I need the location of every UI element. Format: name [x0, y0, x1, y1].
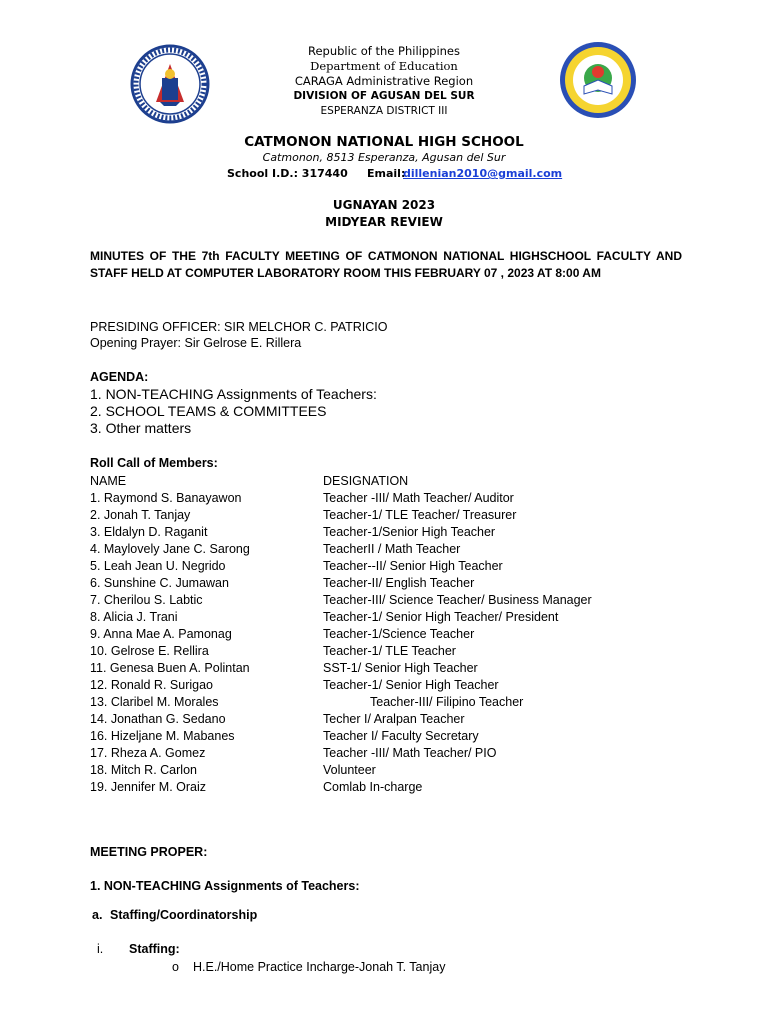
member-name: 13. Claribel M. Morales: [90, 695, 219, 709]
member-designation: Teacher-III/ Filipino Teacher: [370, 695, 524, 709]
section-heading: 1. NON-TEACHING Assignments of Teachers:: [90, 879, 360, 893]
member-designation: Teacher-II/ English Teacher: [323, 576, 475, 590]
member-name: 14. Jonathan G. Sedano: [90, 712, 226, 726]
column-header-designation: DESIGNATION: [323, 474, 409, 488]
list-marker: i.: [97, 942, 104, 956]
member-designation: Teacher-III/ Science Teacher/ Business Manager: [323, 593, 592, 607]
header-region: CARAGA Administrative Region: [294, 74, 474, 88]
member-designation: Teacher-1/Senior High Teacher: [323, 525, 496, 539]
member-designation: Teacher-1/ Senior High Teacher/ President: [323, 610, 559, 624]
list-item: H.E./Home Practice Incharge-Jonah T. Tanjay: [193, 960, 446, 974]
school-id: School I.D.: 317440: [227, 167, 348, 180]
header-division: DIVISION OF AGUSAN DEL SUR: [293, 90, 475, 102]
member-name: 12. Ronald R. Surigao: [90, 678, 213, 692]
member-designation: Teacher-1/Science Teacher: [323, 627, 475, 641]
email-label: Email:: [367, 167, 406, 180]
header-department: Department of Education: [310, 59, 458, 73]
list-marker: a.: [92, 908, 103, 922]
member-designation: Volunteer: [323, 763, 376, 777]
member-designation: Teacher -III/ Math Teacher/ PIO: [323, 746, 497, 760]
member-designation: Teacher I/ Faculty Secretary: [323, 729, 479, 743]
agenda-item: 1. NON-TEACHING Assignments of Teachers:: [90, 386, 377, 402]
agenda-item: 2. SCHOOL TEAMS & COMMITTEES: [90, 403, 327, 419]
school-email-link[interactable]: dillenian2010@gmail.com: [403, 167, 563, 180]
header-district: ESPERANZA DISTRICT III: [320, 105, 448, 117]
member-designation: Comlab In-charge: [323, 780, 423, 794]
member-name: 5. Leah Jean U. Negrido: [90, 559, 226, 573]
subsubsection-heading: Staffing:: [129, 942, 180, 956]
school-name: CATMONON NATIONAL HIGH SCHOOL: [244, 134, 524, 150]
column-header-name: NAME: [90, 474, 127, 488]
member-name: 18. Mitch R. Carlon: [90, 763, 197, 777]
member-name: 7. Cherilou S. Labtic: [90, 593, 203, 607]
opening-prayer: Opening Prayer: Sir Gelrose E. Rillera: [90, 336, 302, 350]
member-designation: Teacher--II/ Senior High Teacher: [323, 559, 503, 573]
member-name: 6. Sunshine C. Jumawan: [90, 576, 229, 590]
agenda-item: 3. Other matters: [90, 420, 192, 436]
header-republic: Republic of the Philippines: [307, 44, 461, 58]
member-designation: SST-1/ Senior High Teacher: [323, 661, 478, 675]
member-name: 8. Alicia J. Trani: [90, 610, 178, 624]
member-name: 19. Jennifer M. Oraiz: [90, 780, 207, 794]
member-name: 3. Eldalyn D. Raganit: [90, 525, 208, 539]
roll-call-heading: Roll Call of Members:: [90, 456, 218, 470]
subsection-heading: Staffing/Coordinatorship: [110, 908, 258, 922]
member-name: 17. Rheza A. Gomez: [90, 746, 206, 760]
member-name: 4. Maylovely Jane C. Sarong: [90, 542, 250, 556]
doc-subtitle: MIDYEAR REVIEW: [325, 215, 443, 229]
member-name: 1. Raymond S. Banayawon: [90, 491, 242, 505]
member-name: 11. Genesa Buen A. Polintan: [90, 661, 250, 675]
member-designation: Teacher-1/ Senior High Teacher: [323, 678, 499, 692]
member-designation: Teacher-1/ TLE Teacher/ Treasurer: [323, 508, 517, 522]
member-designation: TeacherII / Math Teacher: [323, 542, 461, 556]
minutes-heading: MINUTES OF THE 7th FACULTY MEETING OF CATMONON NATIONAL HIGHSCHOOL FACULTY AND STAFF HELD AT COMPUTER LABORATORY ROOM THIS FEBRUARY 07 , 2023 AT 8:00 AM: [90, 249, 682, 280]
agenda-heading: AGENDA:: [90, 370, 149, 384]
school-address: Catmonon, 8513 Esperanza, Agusan del Sur: [262, 151, 506, 164]
member-designation: Techer I/ Aralpan Teacher: [323, 712, 465, 726]
meeting-proper-heading: MEETING PROPER:: [90, 845, 208, 859]
member-name: 10. Gelrose E. Rellira: [90, 644, 209, 658]
member-name: 2. Jonah T. Tanjay: [90, 508, 191, 522]
member-name: 16. Hizeljane M. Mabanes: [90, 729, 235, 743]
presiding-officer: PRESIDING OFFICER: SIR MELCHOR C. PATRICIO: [90, 320, 388, 334]
member-designation: Teacher-1/ TLE Teacher: [323, 644, 456, 658]
member-name: 9. Anna Mae A. Pamonag: [90, 627, 232, 641]
doc-title: UGNAYAN 2023: [332, 198, 436, 212]
member-designation: Teacher -III/ Math Teacher/ Auditor: [323, 491, 514, 505]
bullet-marker: o: [172, 960, 179, 974]
